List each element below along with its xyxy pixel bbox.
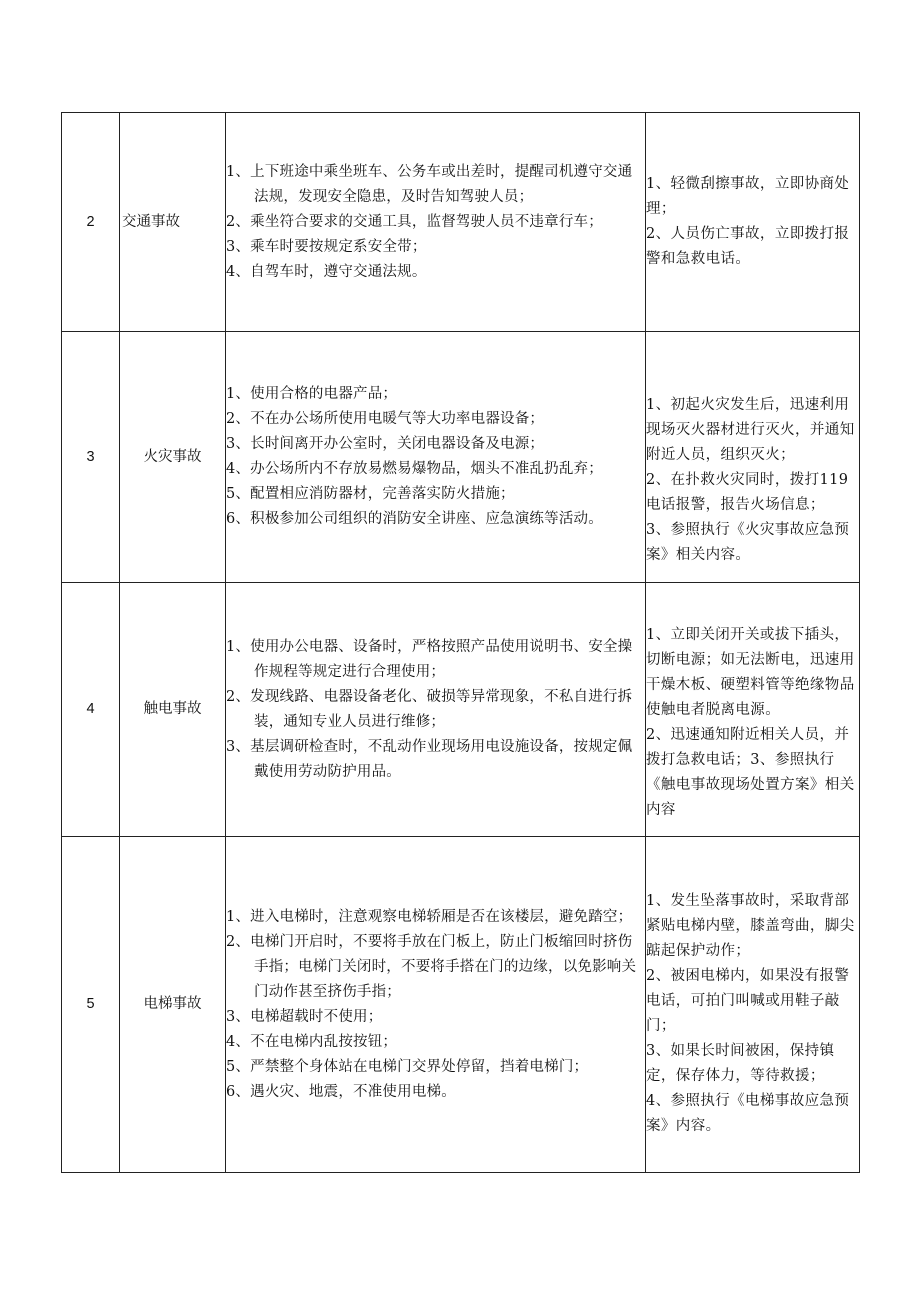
response-item: 1、立即关闭开关或拔下插头，切断电源；如无法断电，迅速用干燥木板、硬塑料管等绝缘物品使触电者脱离电源。 [646, 626, 855, 718]
table-row [62, 583, 860, 837]
measure-item: 4、不在电梯内乱按按钮； [226, 1033, 398, 1050]
prevention-measures-cell [226, 332, 646, 583]
emergency-response-cell [646, 583, 860, 837]
emergency-response-cell [646, 332, 860, 583]
measure-item: 1、上下班途中乘坐班车、公务车或出差时，提醒司机遵守交通法规，发现安全隐患，及时告知驾驶人员； [226, 163, 633, 205]
table-row [62, 332, 860, 583]
row-number: 2 [62, 113, 120, 332]
measure-item: 2、发现线路、电器设备老化、破损等异常现象，不私自进行拆装，通知专业人员进行维修； [226, 688, 633, 730]
accident-type: 触电事故 [120, 583, 226, 837]
emergency-response-cell [646, 837, 860, 1173]
measure-item: 1、进入电梯时，注意观察电梯轿厢是否在该楼层，避免踏空； [226, 908, 633, 925]
measure-item: 4、办公场所内不存放易燃易爆物品，烟头不准乱扔乱弃； [226, 461, 603, 477]
measure-item: 5、配置相应消防器材，完善落实防火措施； [226, 486, 515, 502]
row-number: 4 [62, 583, 120, 837]
response-item: 2、在扑救火灾同时，拨打119电话报警，报告火场信息； [646, 471, 849, 513]
prevention-measures-cell [226, 583, 646, 837]
prevention-measures-cell [226, 113, 646, 332]
measure-item: 5、严禁整个身体站在电梯门交界处停留，挡着电梯门； [226, 1058, 589, 1075]
table-row [62, 113, 860, 332]
prevention-measures-cell [226, 837, 646, 1173]
accident-type: 火灾事故 [120, 332, 226, 583]
measure-item: 3、电梯超载时不使用； [226, 1008, 383, 1025]
response-item: 1、发生坠落事故时，采取背部紧贴电梯内壁，膝盖弯曲，脚尖踮起保护动作； [646, 892, 855, 959]
row-number: 3 [62, 332, 120, 583]
measure-item: 2、电梯门开启时，不要将手放在门板上，防止门板缩回时挤伤手指；电梯门关闭时，不要将手搭在门的边缘，以免影响关门动作甚至挤伤手指； [226, 933, 637, 1000]
measure-item: 6、积极参加公司组织的消防安全讲座、应急演练等活动。 [226, 511, 603, 527]
response-item: 3、如果长时间被困，保持镇定，保存体力，等待救援； [646, 1042, 835, 1084]
response-item: 2、人员伤亡事故，立即拨打报警和急救电话。 [646, 226, 850, 267]
response-item: 2、被困电梯内，如果没有报警电话，可拍门叫喊或用鞋子敲门； [646, 967, 850, 1034]
response-item: 2、迅速通知附近相关人员，并拨打急救电话；3、参照执行《触电事故现场处置方案》相关内容 [646, 726, 855, 818]
measure-item: 1、使用办公电器、设备时，严格按照产品使用说明书、安全操作规程等规定进行合理使用； [226, 638, 633, 680]
table-row [62, 837, 860, 1173]
safety-measures-table [61, 112, 860, 1173]
measure-item: 2、不在办公场所使用电暖气等大功率电器设备； [226, 411, 545, 427]
measure-item: 3、长时间离开办公室时，关闭电器设备及电源； [226, 436, 545, 452]
emergency-response-cell [646, 113, 860, 332]
response-item: 1、初起火灾发生后，迅速利用现场灭火器材进行灭火，并通知附近人员，组织灭火； [646, 396, 855, 463]
measure-item: 2、乘坐符合要求的交通工具，监督驾驶人员不违章行车； [226, 213, 603, 230]
accident-type: 电梯事故 [120, 837, 226, 1173]
row-number: 5 [62, 837, 120, 1173]
measure-item: 6、遇火灾、地震，不准使用电梯。 [226, 1083, 456, 1100]
response-item: 1、轻微刮擦事故，立即协商处理； [646, 176, 850, 217]
response-item: 4、参照执行《电梯事故应急预案》内容。 [646, 1092, 850, 1134]
measure-item: 4、自驾车时，遵守交通法规。 [226, 263, 427, 280]
response-item: 3、参照执行《火灾事故应急预案》相关内容。 [646, 521, 850, 563]
measure-item: 1、使用合格的电器产品； [226, 386, 398, 402]
accident-type: 交通事故 [120, 113, 226, 332]
measure-item: 3、基层调研检查时，不乱动作业现场用电设施设备，按规定佩戴使用劳动防护用品。 [226, 738, 633, 780]
measure-item: 3、乘车时要按规定系安全带； [226, 238, 427, 255]
